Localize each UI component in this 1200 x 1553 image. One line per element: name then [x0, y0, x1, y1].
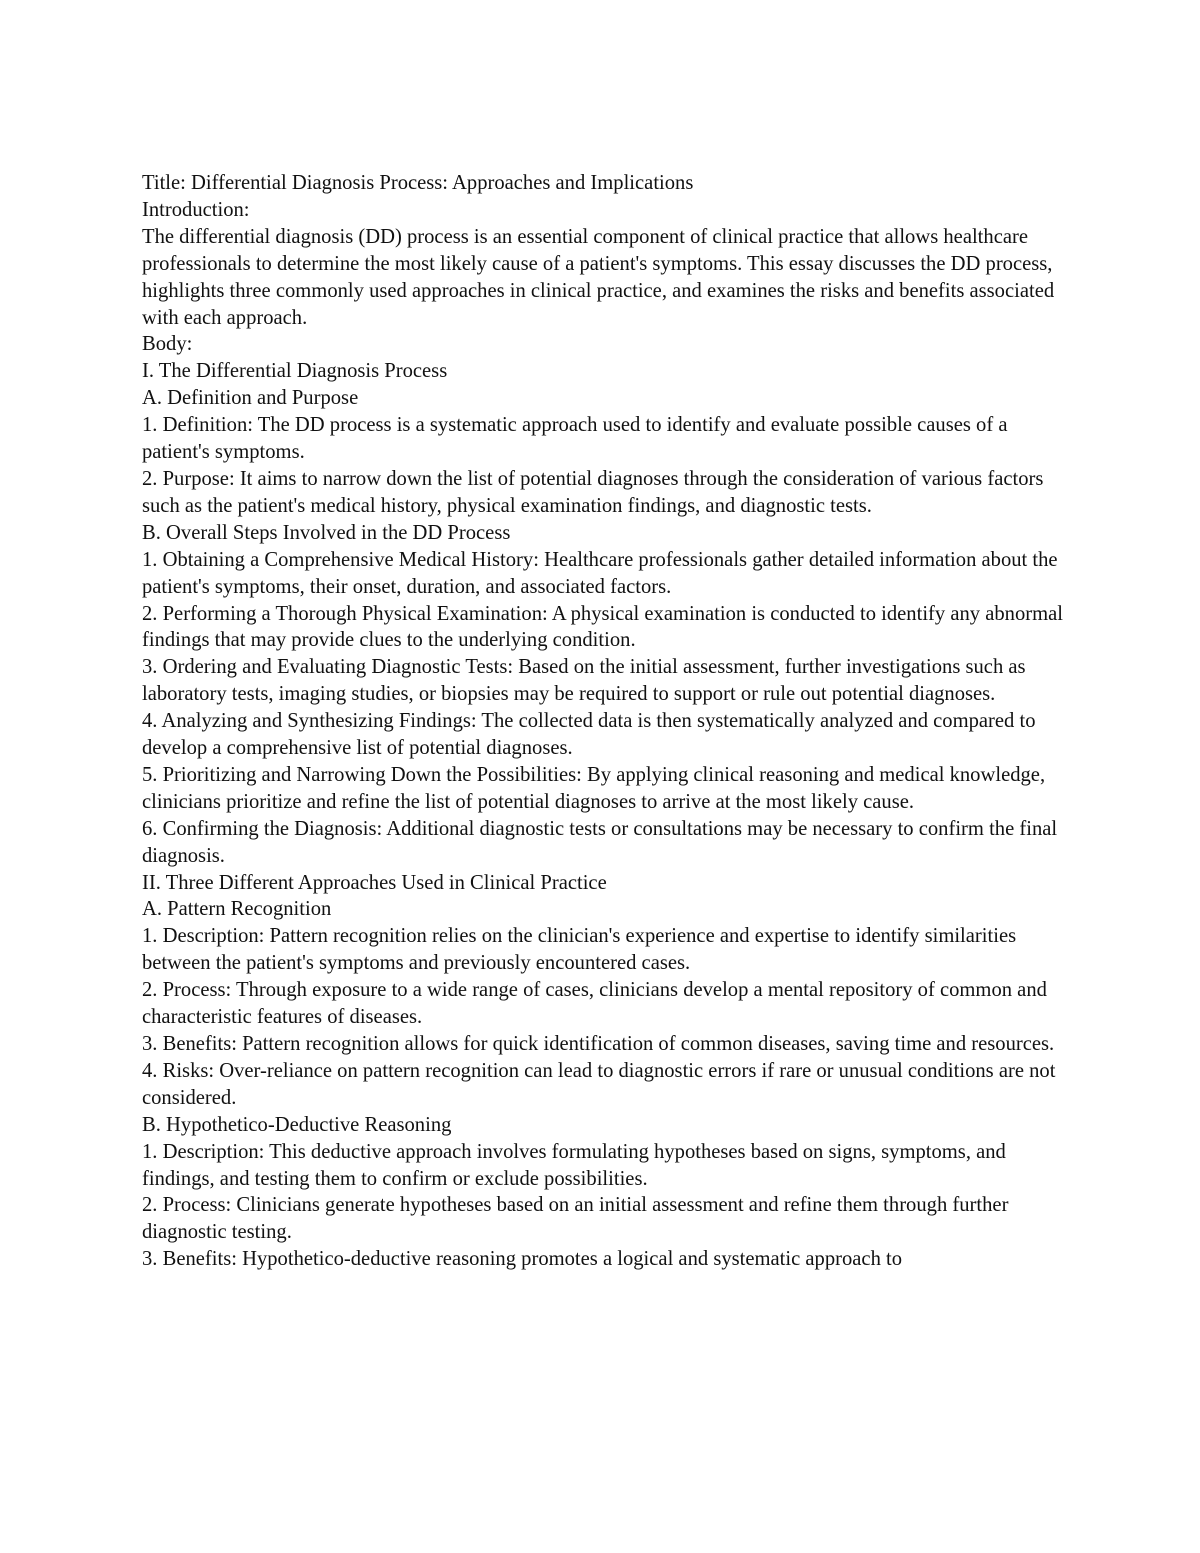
list-item: 4. Risks: Over-reliance on pattern recognition can lead to diagnostic errors if rare or unusual conditions are not considered.	[142, 1059, 1056, 1109]
list-item: 5. Prioritizing and Narrowing Down the Possibilities: By applying clinical reasoning and medical knowledge, clinicians prioritize and refine the list of potential diagnoses to arrive at the most likely cause.	[142, 763, 1046, 813]
subsection-heading: A. Definition and Purpose	[142, 387, 359, 410]
subsection-heading: B. Overall Steps Involved in the DD Process	[142, 521, 511, 544]
list-item: 3. Ordering and Evaluating Diagnostic Tests: Based on the initial assessment, further investigations such as laboratory tests, imaging studies, or biopsies may be required to support or rule out potential diagnoses.	[142, 656, 1026, 706]
section-heading: I. The Differential Diagnosis Process	[142, 360, 448, 383]
list-item: 1. Obtaining a Comprehensive Medical History: Healthcare professionals gather detailed information about the patient's symptoms, their onset, duration, and associated factors.	[142, 548, 1058, 598]
paragraph: The differential diagnosis (DD) process is an essential component of clinical practice that allows healthcare professionals to determine the most likely cause of a patient's symptoms. This essay discusses the DD process, highlights three commonly used approaches in clinical practice, and examines the risks and benefits associated with each approach.	[142, 225, 1055, 329]
list-item: 4. Analyzing and Synthesizing Findings: The collected data is then systematically analyzed and compared to develop a comprehensive list of potential diagnoses.	[142, 710, 1036, 760]
list-item: 3. Benefits: Hypothetico-deductive reasoning promotes a logical and systematic approach to	[142, 1248, 903, 1271]
list-item: 2. Performing a Thorough Physical Examination: A physical examination is conducted to identify any abnormal findings that may provide clues to the underlying condition.	[142, 602, 1064, 652]
list-item: 6. Confirming the Diagnosis: Additional diagnostic tests or consultations may be necessary to confirm the final diagnosis.	[142, 817, 1058, 867]
section-heading: II. Three Different Approaches Used in Clinical Practice	[142, 871, 607, 894]
subsection-heading: B. Hypothetico-Deductive Reasoning	[142, 1113, 452, 1136]
document-title: Title: Differential Diagnosis Process: Approaches and Implications	[142, 172, 694, 194]
list-item: 3. Benefits: Pattern recognition allows for quick identification of common diseases, saving time and resources.	[142, 1033, 1055, 1055]
list-item: 2. Purpose: It aims to narrow down the list of potential diagnoses through the consideration of various factors such as the patient's medical history, physical examination findings, and diagnostic tests.	[142, 467, 1044, 517]
list-item: 2. Process: Through exposure to a wide range of cases, clinicians develop a mental repository of common and characteristic features of diseases.	[142, 979, 1047, 1029]
section-heading: Body:	[142, 333, 193, 356]
subsection-heading: A. Pattern Recognition	[142, 898, 332, 921]
list-item: 1. Description: Pattern recognition relies on the clinician's experience and expertise to identify similarities between the patient's symptoms and previously encountered cases.	[142, 925, 1017, 975]
list-item: 2. Process: Clinicians generate hypotheses based on an initial assessment and refine them through further diagnostic testing.	[142, 1194, 1009, 1244]
list-item: 1. Definition: The DD process is a systematic approach used to identify and evaluate possible causes of a patient's symptoms.	[142, 414, 1008, 464]
list-item: 1. Description: This deductive approach involves formulating hypotheses based on signs, symptoms, and findings, and testing them to confirm or exclude possibilities.	[142, 1140, 1006, 1190]
section-heading: Introduction:	[142, 198, 250, 221]
document-body	[142, 170, 1067, 1273]
